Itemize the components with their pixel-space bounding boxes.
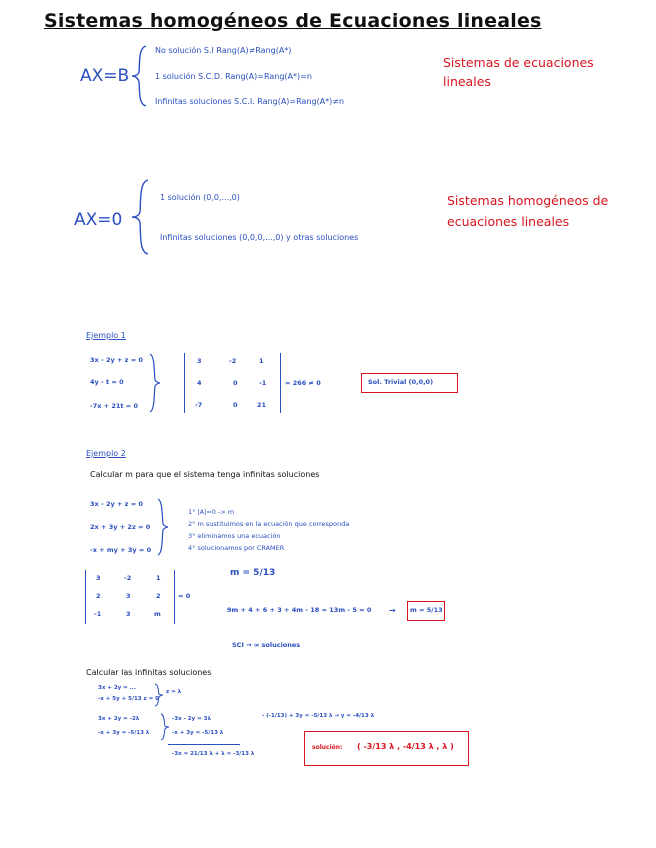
example2-m-boxed: m = 5/13 (410, 606, 443, 614)
example2-m-11: 3 (96, 574, 101, 582)
section2-option-1: 1 solución (0,0,...,0) (160, 193, 240, 202)
infinite-sys2-eq-2: -x + 3y = -5/13 λ (98, 730, 150, 736)
example2-m-22: 3 (126, 592, 131, 600)
example1-eq-1: 3x - 2y + z = 0 (90, 356, 143, 364)
section1-heading-line1: Sistemas de ecuaciones (443, 55, 594, 70)
example2-statement: Calcular m para que el sistema tenga infinitas soluciones (90, 470, 320, 479)
equation-ax0: AX=0 (74, 210, 123, 230)
example2-label: Ejemplo 2 (86, 449, 126, 458)
example2-m-12: -2 (124, 574, 132, 582)
example1-eq-2: 4y - t = 0 (90, 378, 124, 386)
brace-section1 (130, 44, 152, 108)
example1-m-12: -2 (229, 357, 237, 365)
example2-eq-1: 3x - 2y + z = 0 (90, 500, 143, 508)
arrow-icon: → (389, 606, 396, 615)
example2-m-32: 3 (126, 610, 131, 618)
example1-matrix (184, 353, 281, 413)
example2-eq-2: 2x + 3y + 2z = 0 (90, 523, 151, 531)
example2-m-33: m (154, 610, 161, 618)
example2-det-zero: = 0 (178, 592, 191, 600)
solution-tuple: ( -3/13 λ , -4/13 λ , λ ) (357, 742, 454, 751)
example1-label: Ejemplo 1 (86, 331, 126, 340)
example1-result-box (361, 373, 458, 393)
infinite-sys1-brace (154, 683, 164, 707)
example2-step-3: 3° eliminamos una ecuación (188, 532, 281, 540)
equation-axb: AX=B (80, 66, 130, 86)
example1-m-21: 4 (197, 379, 202, 387)
example2-m-box (407, 601, 445, 621)
example1-result: Sol. Trivial (0,0,0) (368, 378, 434, 386)
infinite-sys2-eq-1: 3x + 2y = -2λ (98, 716, 140, 722)
example2-brace (156, 497, 170, 557)
section1-option-3: Infinitas soluciones S.C.I. Rang(A)=Rang(A*)≠n (155, 97, 345, 106)
infinite-sys1-eq-2: -x + 5y + 5/13 z = 0 (98, 696, 159, 702)
example1-m-32: 0 (233, 401, 238, 409)
section2-option-2: Infinitas soluciones (0,0,0,...,0) y otras soluciones (160, 233, 359, 242)
page-title: Sistemas homogéneos de Ecuaciones lineales (44, 10, 542, 32)
example2-m-23: 2 (156, 592, 161, 600)
infinite-sys1-eq-1: 3x + 2y = ... (98, 685, 136, 691)
example1-brace (148, 352, 162, 414)
example1-m-11: 3 (197, 357, 202, 365)
example1-m-22: 0 (233, 379, 238, 387)
example2-sci: SCI → ∞ soluciones (232, 641, 301, 649)
section2-heading-line2: ecuaciones lineales (447, 214, 570, 229)
example2-step-4: 4° solucionamos por CRAMER (188, 544, 285, 552)
example2-expansion: 9m + 4 + 6 + 3 + 4m - 18 = 13m - 5 = 0 (227, 606, 372, 614)
infinite-sys2-right-1: -3x - 2y = 3λ (172, 716, 211, 722)
example2-matrix (85, 570, 175, 624)
example2-step-1: 1° |A|=0 -> m (188, 508, 235, 516)
example1-m-31: -7 (195, 401, 203, 409)
infinite-statement: Calcular las infinitas soluciones (86, 668, 212, 677)
example1-m-23: -1 (259, 379, 267, 387)
section2-heading-line1: Sistemas homogéneos de (447, 193, 609, 208)
example2-m-value: m = 5/13 (230, 568, 276, 578)
infinite-sys2-brace (160, 713, 170, 741)
section1-heading-line2: lineales (443, 74, 491, 89)
section1-option-2: 1 solución S.C.D. Rang(A)=Rang(A*)=n (155, 72, 312, 81)
infinite-y-expr: - (-1/13) + 3y = -5/13 λ → y = -4/13 λ (262, 713, 375, 719)
infinite-z-lambda: z = λ (166, 689, 182, 695)
final-solution-box (304, 731, 469, 766)
example2-eq-3: -x + my + 3y = 0 (90, 546, 152, 554)
example1-m-13: 1 (259, 357, 264, 365)
example1-determinant: = 266 ≠ 0 (285, 379, 321, 387)
example1-eq-3: -7x + 21t = 0 (90, 402, 139, 410)
infinite-sys2-right-2: -x + 3y = -5/13 λ (172, 730, 224, 736)
solution-label: solución: (312, 744, 343, 751)
infinite-sum-line: -3x = 21/13 λ + λ = -3/13 λ (172, 751, 255, 757)
example2-m-21: 2 (96, 592, 101, 600)
example1-m-33: 21 (257, 401, 267, 409)
section1-option-1: No solución S.I Rang(A)≠Rang(A*) (155, 46, 292, 55)
example2-m-13: 1 (156, 574, 161, 582)
infinite-sum-rule (168, 744, 240, 745)
brace-section2 (130, 178, 154, 256)
example2-step-2: 2° m sustituimos en la ecuación que corresponda (188, 520, 350, 528)
example2-m-31: -1 (94, 610, 102, 618)
